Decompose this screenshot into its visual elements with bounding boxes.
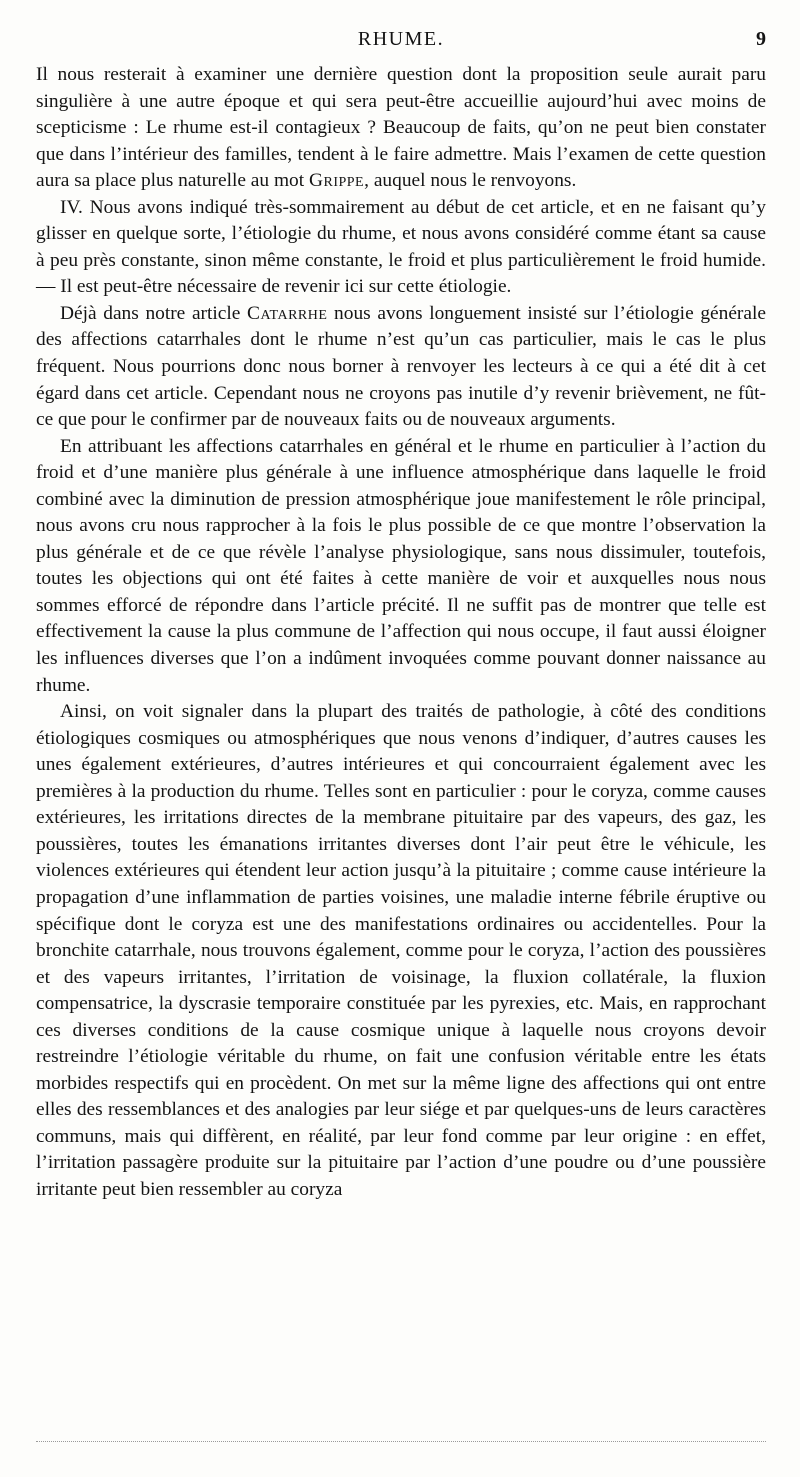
page-number: 9 — [756, 28, 766, 50]
running-title: RHUME. — [357, 28, 445, 50]
paragraph-5-text: Ainsi, on voit signaler dans la plupart des traités de pathologie, à côté des conditions étiologiques cosmiques ou atmosphériques que nous venons d’indiquer, d’autres causes les unes également extérieures, d’autres intérieures et qui concourraient également avec les premières à la production du rhume. Telles sont en particulier : pour le coryza, comme causes extérieures, les irritations directes de la membrane pituitaire par des vapeurs, des gaz, les poussières, toutes les émanations irritantes diverses dont l’air peut être le véhicule, les violences extérieures qui étendent leur action jusqu’à la pituitaire ; comme cause intérieure la propagation d’une inflammation de parties voisines, une maladie interne fébrile éruptive ou spécifique dont le coryza est une des manifestations ordinaires ou accidentelles. Pour la bronchite catarrhale, nous trouvons également, comme pour le coryza, l’action des poussières et des vapeurs irritantes, l’irritation de voisinage, la fluxion collatérale, la fluxion compensatrice, la dyscrasie temporaire constituée par les pyrexies, etc. Mais, en rapprochant ces diverses conditions de la cause cosmique unique à laquelle nous croyons devoir restreindre l’étiologie véritable du rhume, on fait une confusion véritable entre les états morbides respectifs qui en procèdent. On met sur la même ligne des affections qui ont entre elles des ressemblances et des analogies par leur siége et par quelques-uns de leurs caractères communs, mais qui diffèrent, en réalité, par leur fond comme par leur origine : en effet, l’irritation passagère produite sur la pituitaire par l’action d’une poudre ou d’une poussière irritante peut bien ressembler au coryza — [36, 701, 766, 1200]
cross-reference-catarrhe: Catarrhe — [247, 302, 328, 324]
paragraph-2-text: IV. Nous avons indiqué très-sommairement au début de cet article, et en ne faisant qu’y glisser en quelque sorte, l’étiologie du rhume, et nous avons considéré comme étant sa cause à peu près constante, sinon même constante, le froid et plus particulièrement le froid humide. — Il est peut-être nécessaire de revenir ici sur cette étiologie. — [36, 196, 766, 298]
paragraph-5 — [36, 699, 766, 1203]
paragraph-3-tail: nous avons longuement insisté sur l’étiologie générale des affections catarrhales dont le rhume n’est qu’un cas particulier, mais le cas le plus fréquent. Nous pourrions donc nous borner à renvoyer les lecteurs à ce qui a été dit à cet égard dans cet article. Cependant nous ne croyons pas inutile d’y revenir brièvement, ne fût-ce que pour le confirmer par de nouveaux faits ou de nouveaux arguments. — [36, 302, 766, 431]
paragraph-4 — [36, 434, 766, 699]
footer-dotted-rule — [36, 1441, 766, 1442]
paragraph-1-tail: , auquel nous le renvoyons. — [364, 170, 577, 192]
paragraph-3-text: Déjà dans notre article — [60, 302, 248, 324]
paragraph-4-text: En attribuant les affections catarrhales en général et le rhume en particulier à l’action du froid et d’une manière plus générale à une influence atmosphérique dans laquelle le froid combiné avec la diminution de pression atmosphérique joue manifestement le rôle principal, nous avons cru nous rapprocher à la fois le plus possible de ce que montre l’observation la plus générale et de ce que révèle l’analyse physiologique, sans nous dissimuler, toutefois, toutes les objections qui ont été faites à cette manière de voir et auxquelles nous nous sommes efforcé de répondre dans l’article précité. Il ne suffit pas de montrer que telle est effectivement la cause la plus commune de l’affection qui nous occupe, il faut aussi éloigner les influences diverses que l’on a indûment invoquées comme pouvant donner naissance au rhume. — [36, 435, 766, 696]
paragraph-1-text: Il nous resterait à examiner une dernière question dont la proposition seule aurait paru singulière à une autre époque et qui sera peut-être accueillie aujourd’hui avec moins de scepticisme : Le rhume est-il contagieux ? Beaucoup de faits, qu’on ne peut bien constater que dans l’intérieur des familles, tendent à le faire admettre. Mais l’examen de cette question aura sa place plus naturelle au mot — [36, 64, 766, 192]
paragraph-3 — [36, 301, 766, 434]
body-text — [36, 62, 766, 1204]
paragraph-1 — [36, 62, 766, 195]
paragraph-2 — [36, 195, 766, 301]
page-header — [36, 26, 766, 56]
cross-reference-grippe: Grippe — [308, 170, 365, 192]
